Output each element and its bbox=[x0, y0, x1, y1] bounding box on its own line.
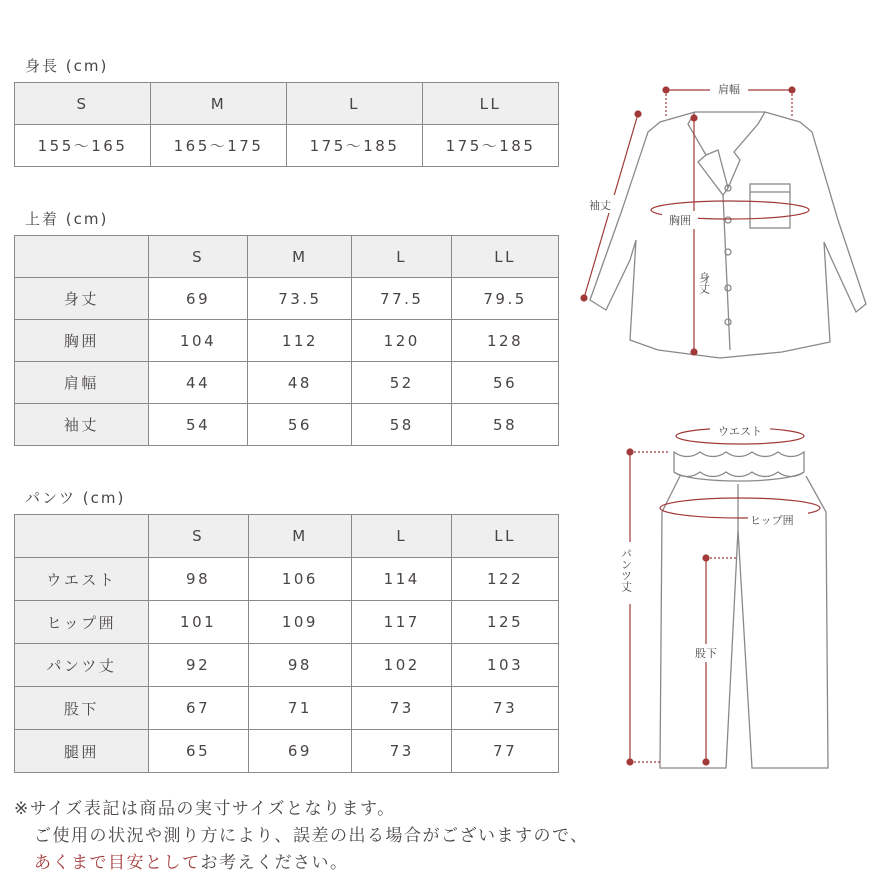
value-cell: 44 bbox=[148, 362, 248, 404]
top-table-title: 上着 (cm) bbox=[25, 210, 109, 228]
height-range-cell: 165～175 bbox=[151, 125, 287, 167]
row-label: 股下 bbox=[15, 687, 149, 730]
value-cell: 71 bbox=[248, 687, 352, 730]
value-cell: 104 bbox=[148, 320, 248, 362]
pants-length-label: パンツ丈 bbox=[619, 548, 633, 592]
size-header: M bbox=[151, 83, 287, 125]
height-size-table bbox=[14, 82, 559, 167]
value-cell: 73 bbox=[452, 687, 559, 730]
row-label: 肩幅 bbox=[15, 362, 149, 404]
pants-size-table bbox=[14, 514, 559, 773]
value-cell: 79.5 bbox=[452, 278, 559, 320]
value-cell: 103 bbox=[452, 644, 559, 687]
note-rest-text: お考えください。 bbox=[200, 853, 349, 873]
table-header-row bbox=[15, 83, 559, 125]
size-header: LL bbox=[452, 515, 559, 558]
size-header: LL bbox=[452, 236, 559, 278]
value-cell: 52 bbox=[352, 362, 452, 404]
body-length-label: 身丈 bbox=[697, 272, 711, 294]
value-cell: 92 bbox=[148, 644, 248, 687]
value-cell: 73 bbox=[352, 730, 452, 773]
value-cell: 65 bbox=[148, 730, 248, 773]
size-header: M bbox=[248, 236, 352, 278]
table-row bbox=[15, 362, 559, 404]
height-table-title: 身長 (cm) bbox=[25, 57, 109, 75]
value-cell: 101 bbox=[148, 601, 248, 644]
size-header: L bbox=[352, 515, 452, 558]
value-cell: 54 bbox=[148, 404, 248, 446]
row-label: 腿囲 bbox=[15, 730, 149, 773]
waist-label: ウエスト bbox=[718, 425, 762, 438]
height-range-cell: 155～165 bbox=[15, 125, 151, 167]
value-cell: 77.5 bbox=[352, 278, 452, 320]
value-cell: 114 bbox=[352, 558, 452, 601]
pants-measure-lines bbox=[627, 428, 820, 765]
table-row bbox=[15, 644, 559, 687]
row-label: ヒップ囲 bbox=[15, 601, 149, 644]
jacket-illustration bbox=[590, 112, 866, 358]
value-cell: 128 bbox=[452, 320, 559, 362]
value-cell: 112 bbox=[248, 320, 352, 362]
table-row bbox=[15, 730, 559, 773]
size-header: M bbox=[248, 515, 352, 558]
value-cell: 106 bbox=[248, 558, 352, 601]
value-cell: 98 bbox=[148, 558, 248, 601]
pants-illustration bbox=[660, 452, 828, 768]
value-cell: 56 bbox=[248, 404, 352, 446]
measurement-diagram bbox=[560, 60, 880, 780]
table-row bbox=[15, 687, 559, 730]
size-header: LL bbox=[423, 83, 559, 125]
sleeve-label: 袖丈 bbox=[589, 199, 611, 212]
table-header-row bbox=[15, 236, 559, 278]
row-label: 袖丈 bbox=[15, 404, 149, 446]
note-line-2: ご使用の状況や測り方により、誤差の出る場合がございますので、 bbox=[34, 826, 589, 846]
table-row bbox=[15, 320, 559, 362]
value-cell: 58 bbox=[452, 404, 559, 446]
height-range-cell: 175～185 bbox=[423, 125, 559, 167]
hip-label: ヒップ囲 bbox=[750, 514, 794, 527]
size-header: S bbox=[15, 83, 151, 125]
value-cell: 69 bbox=[248, 730, 352, 773]
row-label: 身丈 bbox=[15, 278, 149, 320]
table-row bbox=[15, 404, 559, 446]
pants-table-title: パンツ (cm) bbox=[25, 489, 126, 507]
row-label: 胸囲 bbox=[15, 320, 149, 362]
size-header: L bbox=[352, 236, 452, 278]
value-cell: 102 bbox=[352, 644, 452, 687]
height-range-cell: 175～185 bbox=[287, 125, 423, 167]
row-label: パンツ丈 bbox=[15, 644, 149, 687]
value-cell: 69 bbox=[148, 278, 248, 320]
note-line-3 bbox=[14, 850, 589, 877]
shoulder-label: 肩幅 bbox=[718, 83, 740, 96]
size-header: S bbox=[148, 515, 248, 558]
value-cell: 58 bbox=[352, 404, 452, 446]
value-cell: 109 bbox=[248, 601, 352, 644]
table-header-row bbox=[15, 515, 559, 558]
value-cell: 77 bbox=[452, 730, 559, 773]
chest-label: 胸囲 bbox=[669, 214, 691, 227]
table-row bbox=[15, 601, 559, 644]
table-row bbox=[15, 558, 559, 601]
value-cell: 73 bbox=[352, 687, 452, 730]
value-cell: 56 bbox=[452, 362, 559, 404]
value-cell: 117 bbox=[352, 601, 452, 644]
size-header: S bbox=[148, 236, 248, 278]
top-size-table bbox=[14, 235, 559, 446]
value-cell: 67 bbox=[148, 687, 248, 730]
value-cell: 48 bbox=[248, 362, 352, 404]
value-cell: 122 bbox=[452, 558, 559, 601]
corner-cell bbox=[15, 236, 149, 278]
note-line-1: ※サイズ表記は商品の実寸サイズとなります。 bbox=[14, 799, 396, 819]
value-cell: 125 bbox=[452, 601, 559, 644]
size-note bbox=[14, 796, 589, 877]
corner-cell bbox=[15, 515, 149, 558]
table-row bbox=[15, 278, 559, 320]
value-cell: 98 bbox=[248, 644, 352, 687]
value-cell: 120 bbox=[352, 320, 452, 362]
inseam-label: 股下 bbox=[695, 647, 717, 660]
row-label: ウエスト bbox=[15, 558, 149, 601]
value-cell: 73.5 bbox=[248, 278, 352, 320]
table-row bbox=[15, 125, 559, 167]
note-accent-text: あくまで目安として bbox=[34, 853, 201, 873]
size-header: L bbox=[287, 83, 423, 125]
